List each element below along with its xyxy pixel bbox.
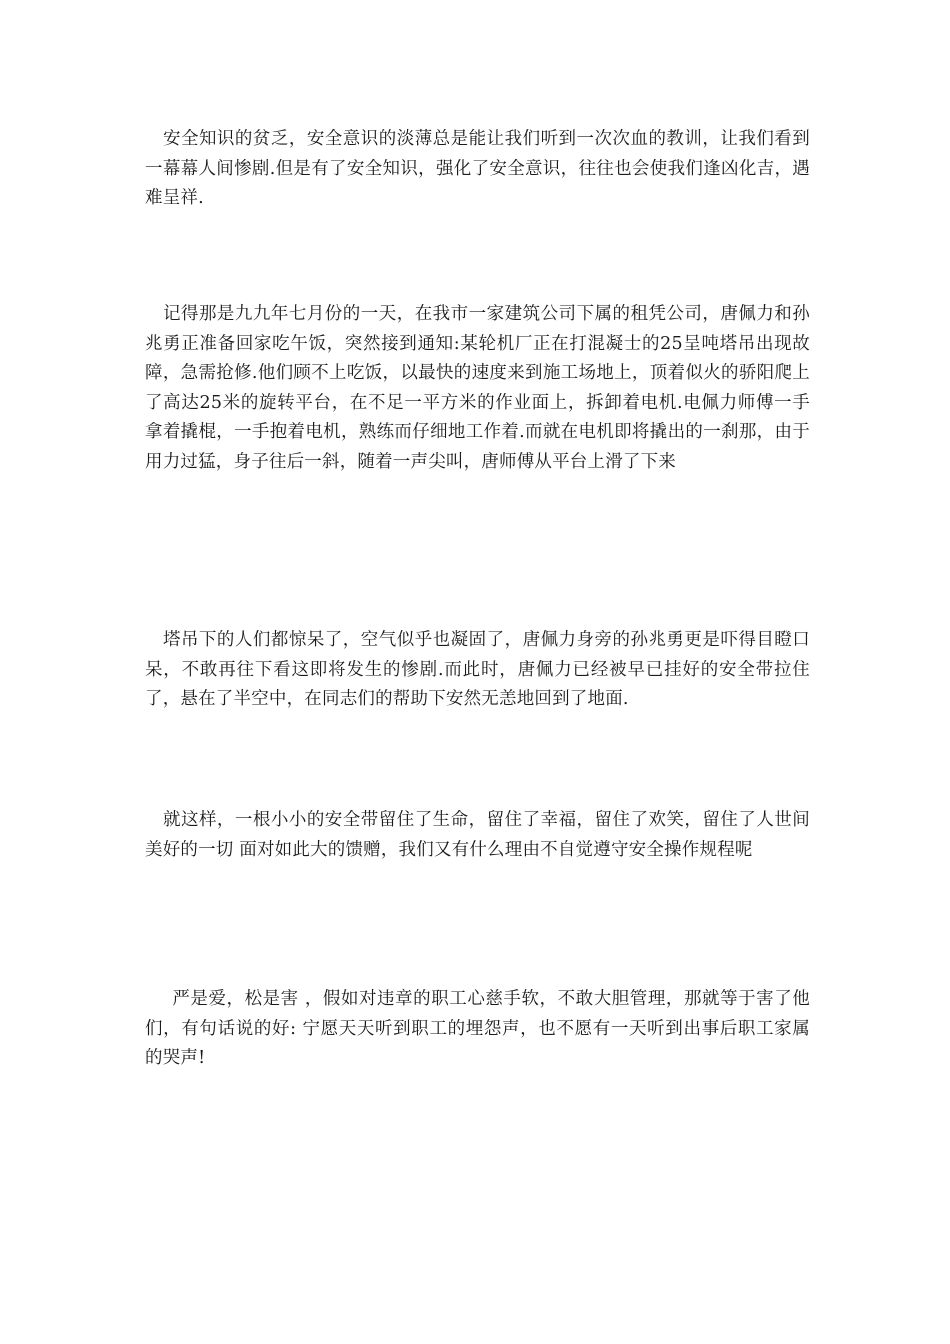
paragraph-strict-is-love: 严是爱，松是害 ，假如对违章的职工心慈手软，不敢大胆管理，那就等于害了他们，有句话说的好: 宁愿天天听到职工的埋怨声，也不愿有一天听到出事后职工家属的哭声! [145, 989, 810, 1068]
paragraph-safety-knowledge: 安全知识的贫乏，安全意识的淡薄总是能让我们听到一次次血的教训，让我们看到一幕幕人间惨剧.但是有了安全知识，强化了安全意识，往往也会使我们逢凶化吉，遇难呈祥. [145, 129, 810, 208]
paragraph-rescued-by-belt: 塔吊下的人们都惊呆了，空气似乎也凝固了，唐佩力身旁的孙兆勇更是吓得目瞪口呆，不敢再往下看这即将发生的惨剧.而此时，唐佩力已经被早已挂好的安全带拉住了，悬在了半空中，在同志们的帮助下安然无恙地回到了地面. [145, 630, 810, 709]
paragraph-tower-crane-story: 记得那是九九年七月份的一天，在我市一家建筑公司下属的租凭公司，唐佩力和孙兆勇正准备回家吃午饭，突然接到通知:某轮机厂正在打混凝士的25呈吨塔吊出现故障，急需抢修.他们顾不上吃饭，以最快的速度来到施工场地上，顶着似火的骄阳爬上了高达25米的旋转平台，在不足一平方米的作业面上，拆卸着电机.电佩力师傅一手拿着撬棍，一手抱着电机，熟练而仔细地工作着.而就在电机即将撬出的一刹那，由于用力过猛，身子往后一斜，随着一声尖叫，唐师傅从平台上滑了下来 [145, 304, 810, 472]
paragraph-safety-belt-value: 就这样，一根小小的安全带留住了生命，留住了幸福，留住了欢笑，留住了人世间美好的一切 面对如此大的馈赠，我们又有什么理由不自觉遵守安全操作规程呢 [145, 810, 810, 860]
